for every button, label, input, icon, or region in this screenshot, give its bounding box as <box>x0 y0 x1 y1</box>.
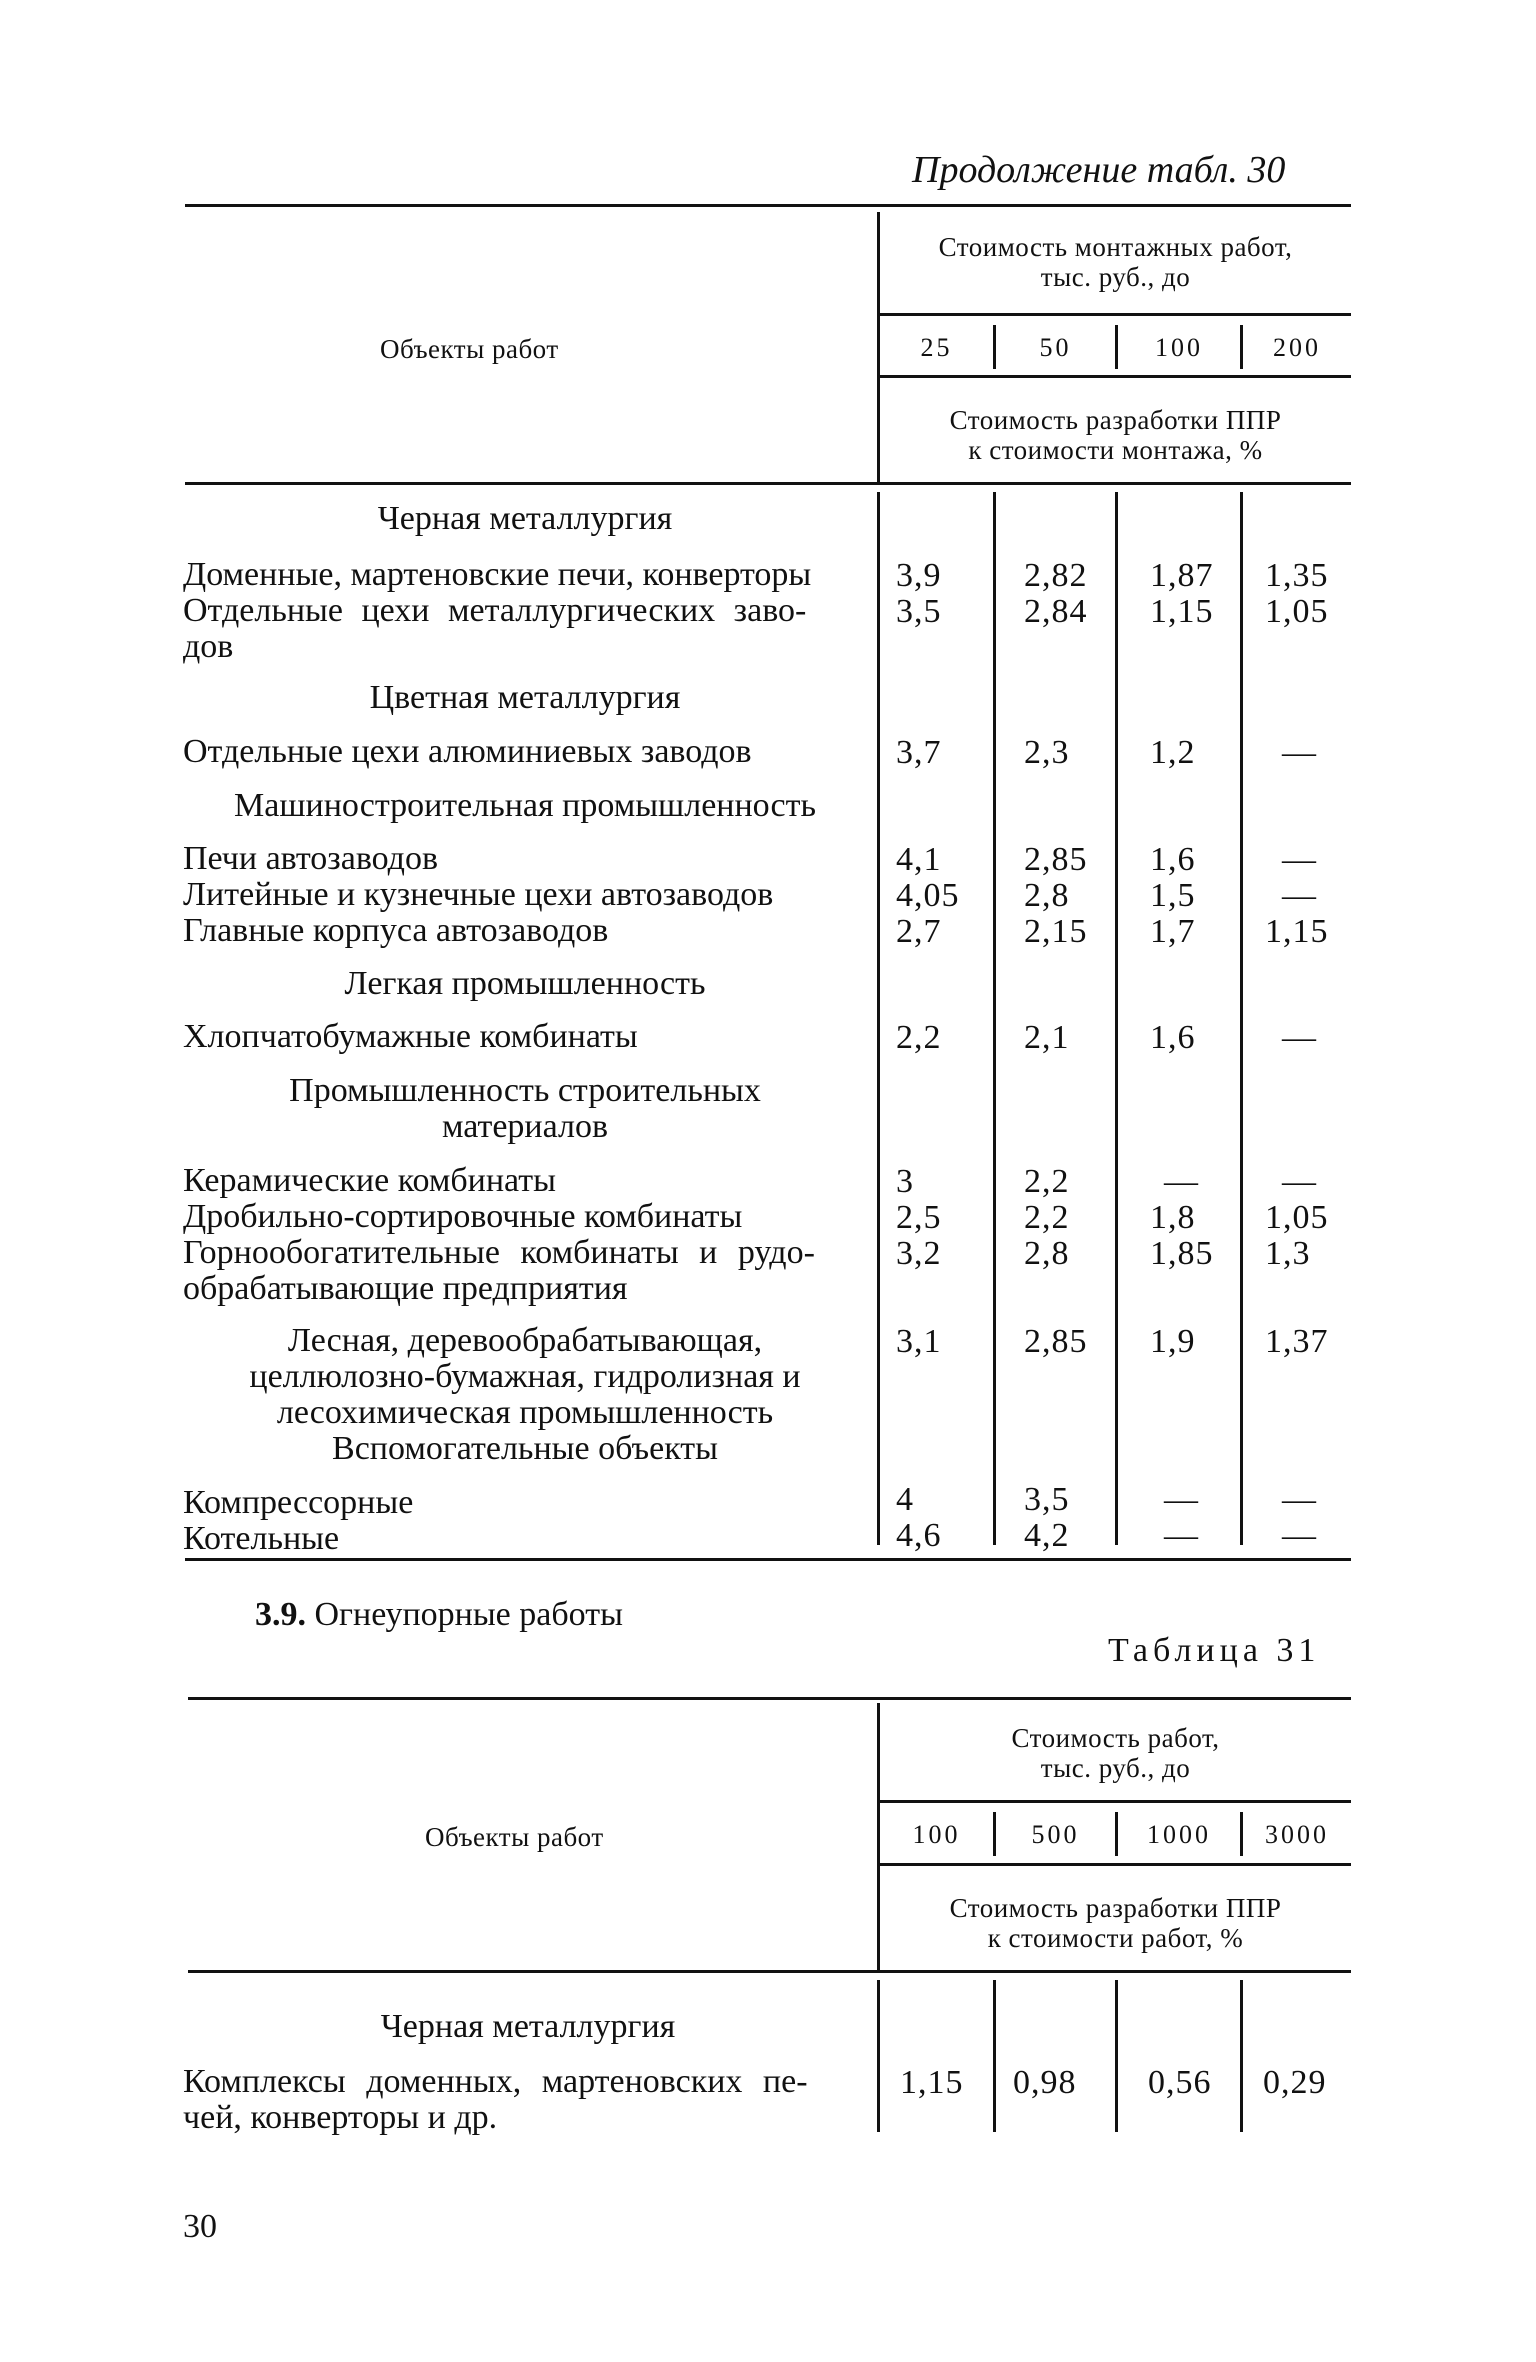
cell-value: — <box>1282 841 1317 878</box>
header-column-100: 100 <box>1155 333 1203 362</box>
header-cost-line2: тыс. руб., до <box>1040 262 1191 292</box>
section-title: Вспомогательные объекты <box>332 1430 718 1467</box>
header-column-1000: 1000 <box>1147 1820 1211 1849</box>
body-divider <box>1240 1980 1243 2132</box>
header-bottom-rule <box>185 482 1351 485</box>
cell-value: 1,15 <box>1150 593 1214 630</box>
cell-value: 1,8 <box>1150 1199 1196 1236</box>
body-divider <box>1240 492 1243 1545</box>
cell-value: 1,35 <box>1265 557 1329 594</box>
row-label: Доменные, мартеновские печи, конверторы <box>183 556 812 593</box>
cell-value: — <box>1282 1163 1317 1200</box>
header-column-50: 50 <box>1039 333 1072 362</box>
cell-value: — <box>1164 1517 1199 1554</box>
section-title: Черная металлургия <box>380 2008 676 2045</box>
cell-value: 2,1 <box>1024 1019 1070 1056</box>
row-label-cont: обрабатывающие предприятия <box>183 1270 628 1307</box>
section-title: Лесная, деревообрабатывающая, <box>287 1322 763 1359</box>
cell-value: — <box>1164 1481 1199 1518</box>
body-divider <box>993 492 996 1545</box>
body-divider <box>877 492 880 1545</box>
section-heading <box>255 1596 623 1634</box>
cell-value: 1,87 <box>1150 557 1214 594</box>
row-label-cont: чей, конверторы и др. <box>183 2099 498 2136</box>
cell-value: 3,5 <box>1024 1481 1070 1518</box>
cell-value: 2,3 <box>1024 734 1070 771</box>
header-bottom-rule <box>188 1970 1351 1973</box>
cell-value: — <box>1282 1481 1317 1518</box>
row-label: Дробильно-сортировочные комбинаты <box>183 1198 743 1235</box>
section-title: Легкая промышленность <box>344 965 706 1002</box>
cell-value: — <box>1282 1517 1317 1554</box>
header-objects-label: Объекты работ <box>380 334 559 364</box>
cell-value: 0,29 <box>1263 2064 1327 2101</box>
cell-value: — <box>1282 1019 1317 1056</box>
cell-value: 4 <box>896 1481 914 1518</box>
cell-value: 4,6 <box>896 1517 942 1554</box>
body-divider <box>1115 1980 1118 2132</box>
header-column-100: 100 <box>912 1820 961 1849</box>
cell-value: — <box>1282 734 1317 771</box>
cell-value: 0,56 <box>1148 2064 1212 2101</box>
cell-value: 2,85 <box>1024 1323 1088 1360</box>
cell-value: 2,2 <box>1024 1163 1070 1200</box>
cell-value: 1,15 <box>1265 913 1329 950</box>
cell-value: 3,5 <box>896 593 942 630</box>
row-label: Комплексы доменных, мартеновских пе- <box>183 2063 808 2100</box>
cell-value: 4,1 <box>896 841 942 878</box>
header-ratio-line2: к стоимости работ, % <box>987 1923 1244 1953</box>
cell-value: 2,84 <box>1024 593 1088 630</box>
cell-value: 2,5 <box>896 1199 942 1236</box>
cell-value: 1,85 <box>1150 1235 1214 1272</box>
body-divider <box>993 1980 996 2132</box>
table-bottom-rule <box>185 1558 1351 1561</box>
section-title: Черная металлургия <box>377 500 673 537</box>
cell-value: 3,9 <box>896 557 942 594</box>
header-cost-line2: тыс. руб., до <box>1040 1753 1191 1783</box>
header-columns-rule <box>880 1863 1351 1866</box>
row-label: Компрессорные <box>183 1484 414 1521</box>
section-title: Промышленность строительных <box>289 1072 761 1109</box>
cell-value: 1,37 <box>1265 1323 1329 1360</box>
header-column-200: 200 <box>1273 333 1321 362</box>
cell-value: 4,2 <box>1024 1517 1070 1554</box>
cell-value: 2,8 <box>1024 1235 1070 1272</box>
header-ratio-line1: Стоимость разработки ППР <box>949 1893 1282 1923</box>
cell-value: 1,6 <box>1150 1019 1196 1056</box>
cell-value: 1,9 <box>1150 1323 1196 1360</box>
row-label: Литейные и кузнечные цехи автозаводов <box>183 876 774 913</box>
cell-value: — <box>1282 877 1317 914</box>
cell-value: 1,6 <box>1150 841 1196 878</box>
section-title: Цветная металлургия <box>369 679 681 716</box>
header-column-3000: 3000 <box>1265 1820 1329 1849</box>
cell-value: 3,7 <box>896 734 942 771</box>
section-title: Огнеупорные работы <box>314 1596 623 1633</box>
section-title-cont: целлюлозно-бумажная, гидролизная и <box>249 1358 801 1395</box>
continuation-caption: Продолжение табл. 30 <box>912 149 1286 191</box>
body-divider <box>1115 492 1118 1545</box>
cell-value: 1,05 <box>1265 1199 1329 1236</box>
cell-value: 2,7 <box>896 913 942 950</box>
header-cost-line1: Стоимость монтажных работ, <box>938 232 1293 262</box>
cell-value: 2,15 <box>1024 913 1088 950</box>
cell-value: 2,2 <box>1024 1199 1070 1236</box>
row-label: Горнообогатительные комбинаты и рудо- <box>183 1234 815 1271</box>
header-cost-rule <box>880 1800 1351 1803</box>
cell-value: 1,7 <box>1150 913 1196 950</box>
table-top-rule <box>188 1697 1351 1700</box>
cell-value: 1,15 <box>900 2064 964 2101</box>
cell-value: 1,05 <box>1265 593 1329 630</box>
section-title-cont: лесохимическая промышленность <box>276 1394 774 1431</box>
row-label: Отдельные цехи алюминиевых заводов <box>183 733 752 770</box>
header-columns-rule <box>880 375 1351 378</box>
row-label: Отдельные цехи металлургических заво- <box>183 592 807 629</box>
cell-value: 3,1 <box>896 1323 942 1360</box>
cell-value: 1,3 <box>1265 1235 1311 1272</box>
cell-value: 2,8 <box>1024 877 1070 914</box>
header-objects-label: Объекты работ <box>425 1822 604 1852</box>
header-cost-rule <box>880 313 1351 316</box>
row-label: Котельные <box>183 1520 340 1557</box>
header-ratio-line1: Стоимость разработки ППР <box>949 405 1282 435</box>
cell-value: 2,2 <box>896 1019 942 1056</box>
section-number: 3.9. <box>255 1596 306 1633</box>
table31-caption: Таблица 31 <box>1108 1632 1321 1669</box>
cell-value: — <box>1164 1163 1199 1200</box>
cell-value: 2,82 <box>1024 557 1088 594</box>
cell-value: 0,98 <box>1013 2064 1077 2101</box>
header-cost-line1: Стоимость работ, <box>1011 1723 1220 1753</box>
header-column-500: 500 <box>1031 1820 1080 1849</box>
cell-value: 1,2 <box>1150 734 1196 771</box>
header-column-25: 25 <box>920 333 953 362</box>
cell-value: 3 <box>896 1163 914 1200</box>
row-label: Печи автозаводов <box>183 840 439 877</box>
section-title: Машиностроительная промышленность <box>234 787 816 824</box>
row-label: Главные корпуса автозаводов <box>183 912 609 949</box>
row-label: Хлопчатобумажные комбинаты <box>183 1018 638 1055</box>
row-label: Керамические комбинаты <box>183 1162 556 1199</box>
cell-value: 2,85 <box>1024 841 1088 878</box>
cell-value: 4,05 <box>896 877 960 914</box>
row-label-cont: дов <box>183 628 234 665</box>
cell-value: 1,5 <box>1150 877 1196 914</box>
table-top-rule <box>185 204 1351 207</box>
page-number: 30 <box>183 2208 217 2245</box>
body-divider <box>877 1980 880 2132</box>
cell-value: 3,2 <box>896 1235 942 1272</box>
header-ratio-line2: к стоимости монтажа, % <box>968 435 1263 465</box>
section-title-cont: материалов <box>441 1108 609 1145</box>
